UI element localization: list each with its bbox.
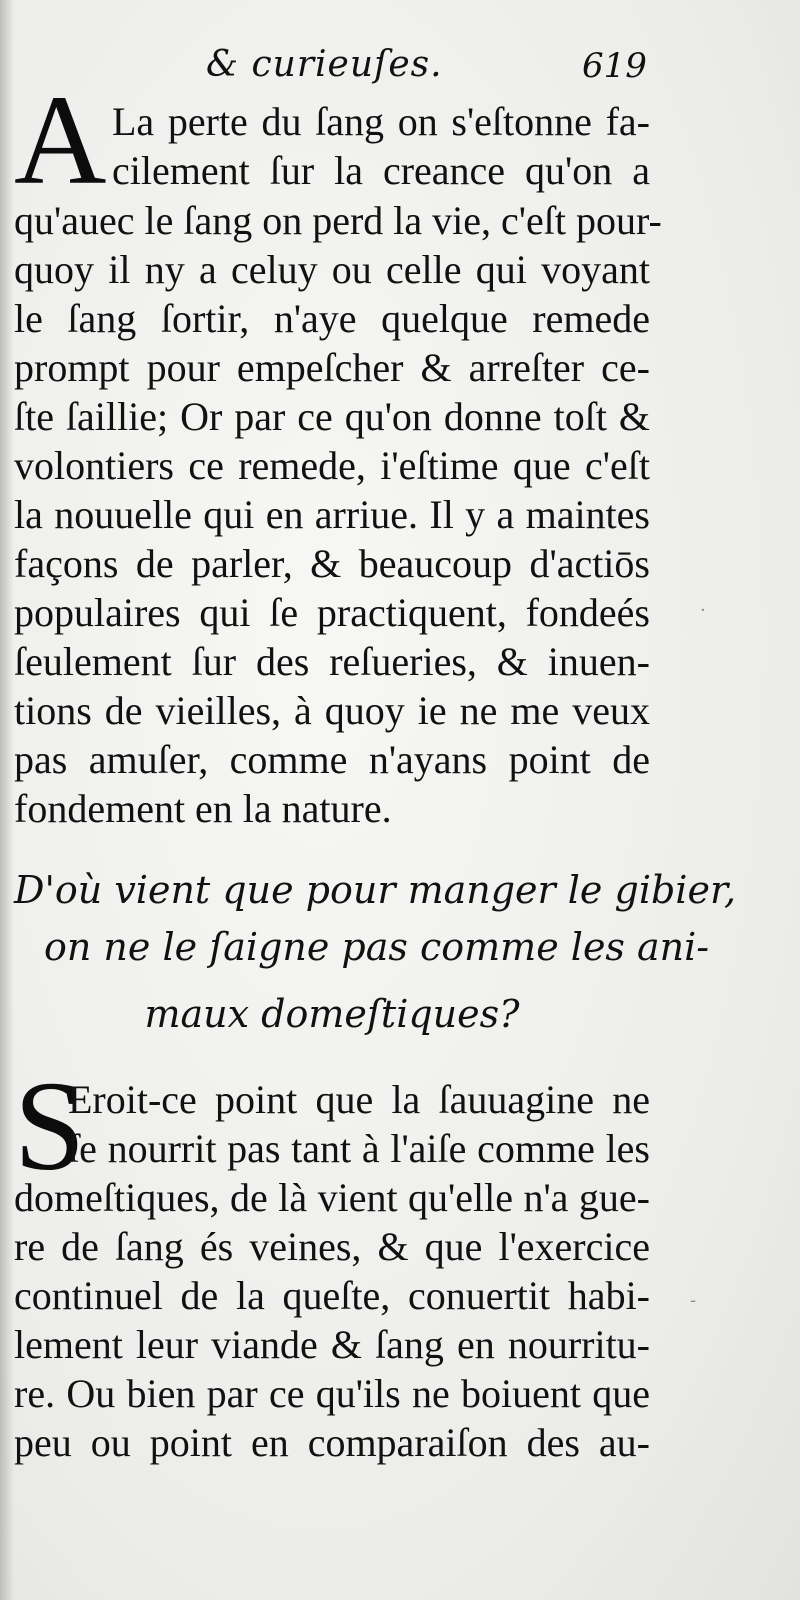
text-line: fondement en la nature.: [14, 786, 392, 831]
running-head: & curieuſes.: [206, 44, 443, 85]
text-line: re. Ou bien par ce qu'ils ne boiuent que: [14, 1371, 650, 1416]
text-line: cilement ſur la creance qu'on a: [112, 148, 650, 193]
page-header: [0, 28, 800, 88]
text-line: La perte du ſang on s'eſtonne fa-: [112, 99, 650, 144]
text-line: populaires qui ſe practiquent, fondeés: [14, 590, 650, 635]
heading-line: maux domeſtiques?: [144, 992, 520, 1036]
text-line: peu ou point en comparaiſon des au-: [14, 1420, 650, 1465]
heading-line: D'où vient que pour manger le gibier,: [14, 868, 737, 912]
paper-speck: ·: [700, 600, 706, 621]
text-line: façons de parler, & beaucoup d'actiōs: [14, 541, 650, 586]
text-line: Eroit-ce point que la ſauuagine ne: [68, 1077, 650, 1122]
text-line: continuel de la queſte, conuertit habi-: [14, 1273, 650, 1318]
drop-cap-a: A: [14, 69, 107, 211]
text-line: ſeulement ſur des reſueries, & inuen-: [14, 639, 650, 684]
text-line: ſe nourrit pas tant à l'aiſe comme les: [68, 1126, 650, 1171]
page-gutter-shadow: [0, 0, 14, 1600]
page-number: 619: [582, 46, 647, 86]
text-line: le ſang ſortir, n'aye quelque remede: [14, 296, 650, 341]
drop-cap-s: S: [14, 1055, 86, 1197]
text-line: lement leur viande & ſang en nourritu-: [14, 1322, 650, 1367]
text-line: la nouuelle qui en arriue. Il y a maintes: [14, 492, 650, 537]
text-line: quoy il ny a celuy ou celle qui voyant: [14, 247, 650, 292]
paper-speck: -: [690, 1290, 697, 1311]
text-line: pas amuſer, comme n'ayans point de: [14, 737, 650, 782]
text-line: tions de vieilles, à quoy ie ne me veux: [14, 688, 650, 733]
text-line: re de ſang és veines, & que l'exercice: [14, 1224, 650, 1269]
heading-line: on ne le ſaigne pas comme les ani-: [44, 925, 710, 969]
text-line: ſte ſaillie; Or par ce qu'on donne toſt &: [14, 394, 650, 439]
text-line: qu'auec le ſang on perd la vie, c'eſt pour-: [14, 198, 662, 243]
text-line: domeſtiques, de là vient qu'elle n'a gue-: [14, 1175, 650, 1220]
text-line: prompt pour empeſcher & arreſter ce-: [14, 345, 650, 390]
text-line: volontiers ce remede, i'eſtime que c'eſt: [14, 443, 650, 488]
